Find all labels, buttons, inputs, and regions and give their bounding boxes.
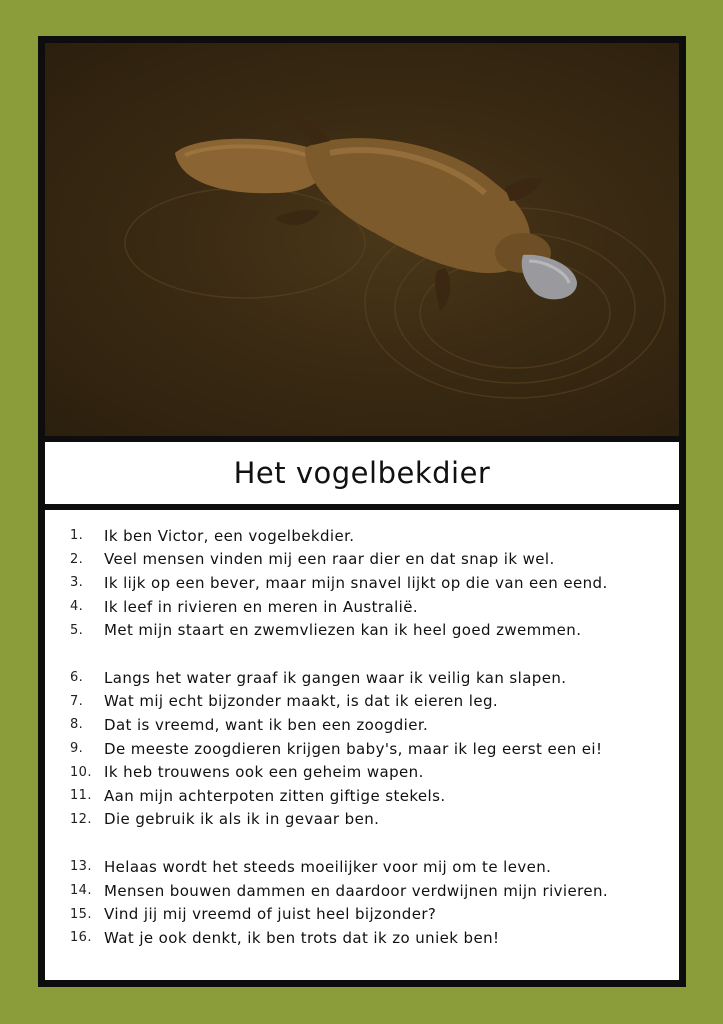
sentence-line bbox=[45, 902, 679, 926]
sentence-line bbox=[45, 618, 679, 642]
sentence-line bbox=[45, 713, 679, 737]
sentence-line bbox=[45, 784, 679, 808]
sentence-line bbox=[45, 548, 679, 572]
sentence-line bbox=[45, 879, 679, 903]
sentence-line bbox=[45, 571, 679, 595]
sentence-number: 2. bbox=[70, 551, 84, 567]
platypus-illustration bbox=[45, 43, 679, 436]
worksheet-card bbox=[38, 36, 686, 987]
sentence-number: 16. bbox=[70, 930, 92, 946]
sentence-number: 9. bbox=[70, 741, 84, 757]
sentence-line bbox=[45, 524, 679, 548]
sentence-number: 10. bbox=[70, 764, 92, 780]
sentence-line bbox=[45, 855, 679, 879]
sentence-panel bbox=[45, 510, 679, 980]
page-title: Het vogelbekdier bbox=[233, 456, 491, 490]
sentence-line bbox=[45, 808, 679, 832]
sentence-number: 5. bbox=[70, 622, 84, 638]
sentence-number: 1. bbox=[70, 528, 84, 544]
sentence-text: Aan mijn achterpoten zitten giftige stekels. bbox=[104, 786, 446, 805]
sentence-text: Ik ben Victor, een vogelbekdier. bbox=[104, 526, 355, 545]
paragraph-gap bbox=[45, 831, 679, 855]
sentence-text: Dat is vreemd, want ik ben een zoogdier. bbox=[104, 715, 429, 734]
sentence-text: Ik lijk op een bever, maar mijn snavel lijkt op die van een eend. bbox=[104, 573, 608, 592]
sentence-number: 6. bbox=[70, 670, 84, 686]
sentence-text: Helaas wordt het steeds moeilijker voor mij om te leven. bbox=[104, 857, 552, 876]
sentence-line bbox=[45, 737, 679, 761]
sentence-text: De meeste zoogdieren krijgen baby's, maar ik leg eerst een ei! bbox=[104, 739, 603, 758]
sentence-line bbox=[45, 926, 679, 950]
sentence-number: 14. bbox=[70, 883, 92, 899]
sentence-number: 12. bbox=[70, 811, 92, 827]
sentence-number: 7. bbox=[70, 693, 84, 709]
sentence-text: Ik leef in rivieren en meren in Australië. bbox=[104, 597, 419, 616]
sentence-text: Mensen bouwen dammen en daardoor verdwijnen mijn rivieren. bbox=[104, 881, 609, 900]
sentence-line bbox=[45, 595, 679, 619]
sentence-number: 13. bbox=[70, 859, 92, 875]
sentence-line bbox=[45, 760, 679, 784]
sentence-text: Wat je ook denkt, ik ben trots dat ik zo uniek ben! bbox=[104, 928, 500, 947]
sentence-text: Vind jij mij vreemd of juist heel bijzonder? bbox=[104, 905, 437, 924]
sentence-list bbox=[45, 510, 679, 950]
sentence-text: Die gebruik ik als ik in gevaar ben. bbox=[104, 810, 380, 829]
sentence-text: Veel mensen vinden mij een raar dier en dat snap ik wel. bbox=[104, 550, 555, 569]
sentence-number: 3. bbox=[70, 575, 84, 591]
sentence-text: Langs het water graaf ik gangen waar ik veilig kan slapen. bbox=[104, 668, 567, 687]
sentence-line bbox=[45, 666, 679, 690]
sentence-text: Wat mij echt bijzonder maakt, is dat ik eieren leg. bbox=[104, 692, 499, 711]
sentence-number: 8. bbox=[70, 717, 84, 733]
sentence-number: 11. bbox=[70, 788, 92, 804]
platypus-photo bbox=[45, 43, 679, 436]
sentence-number: 4. bbox=[70, 599, 84, 615]
sentence-text: Ik heb trouwens ook een geheim wapen. bbox=[104, 763, 424, 782]
title-box bbox=[45, 442, 679, 504]
sentence-text: Met mijn staart en zwemvliezen kan ik heel goed zwemmen. bbox=[104, 621, 582, 640]
paragraph-gap bbox=[45, 642, 679, 666]
sentence-number: 15. bbox=[70, 906, 92, 922]
sentence-line bbox=[45, 690, 679, 714]
